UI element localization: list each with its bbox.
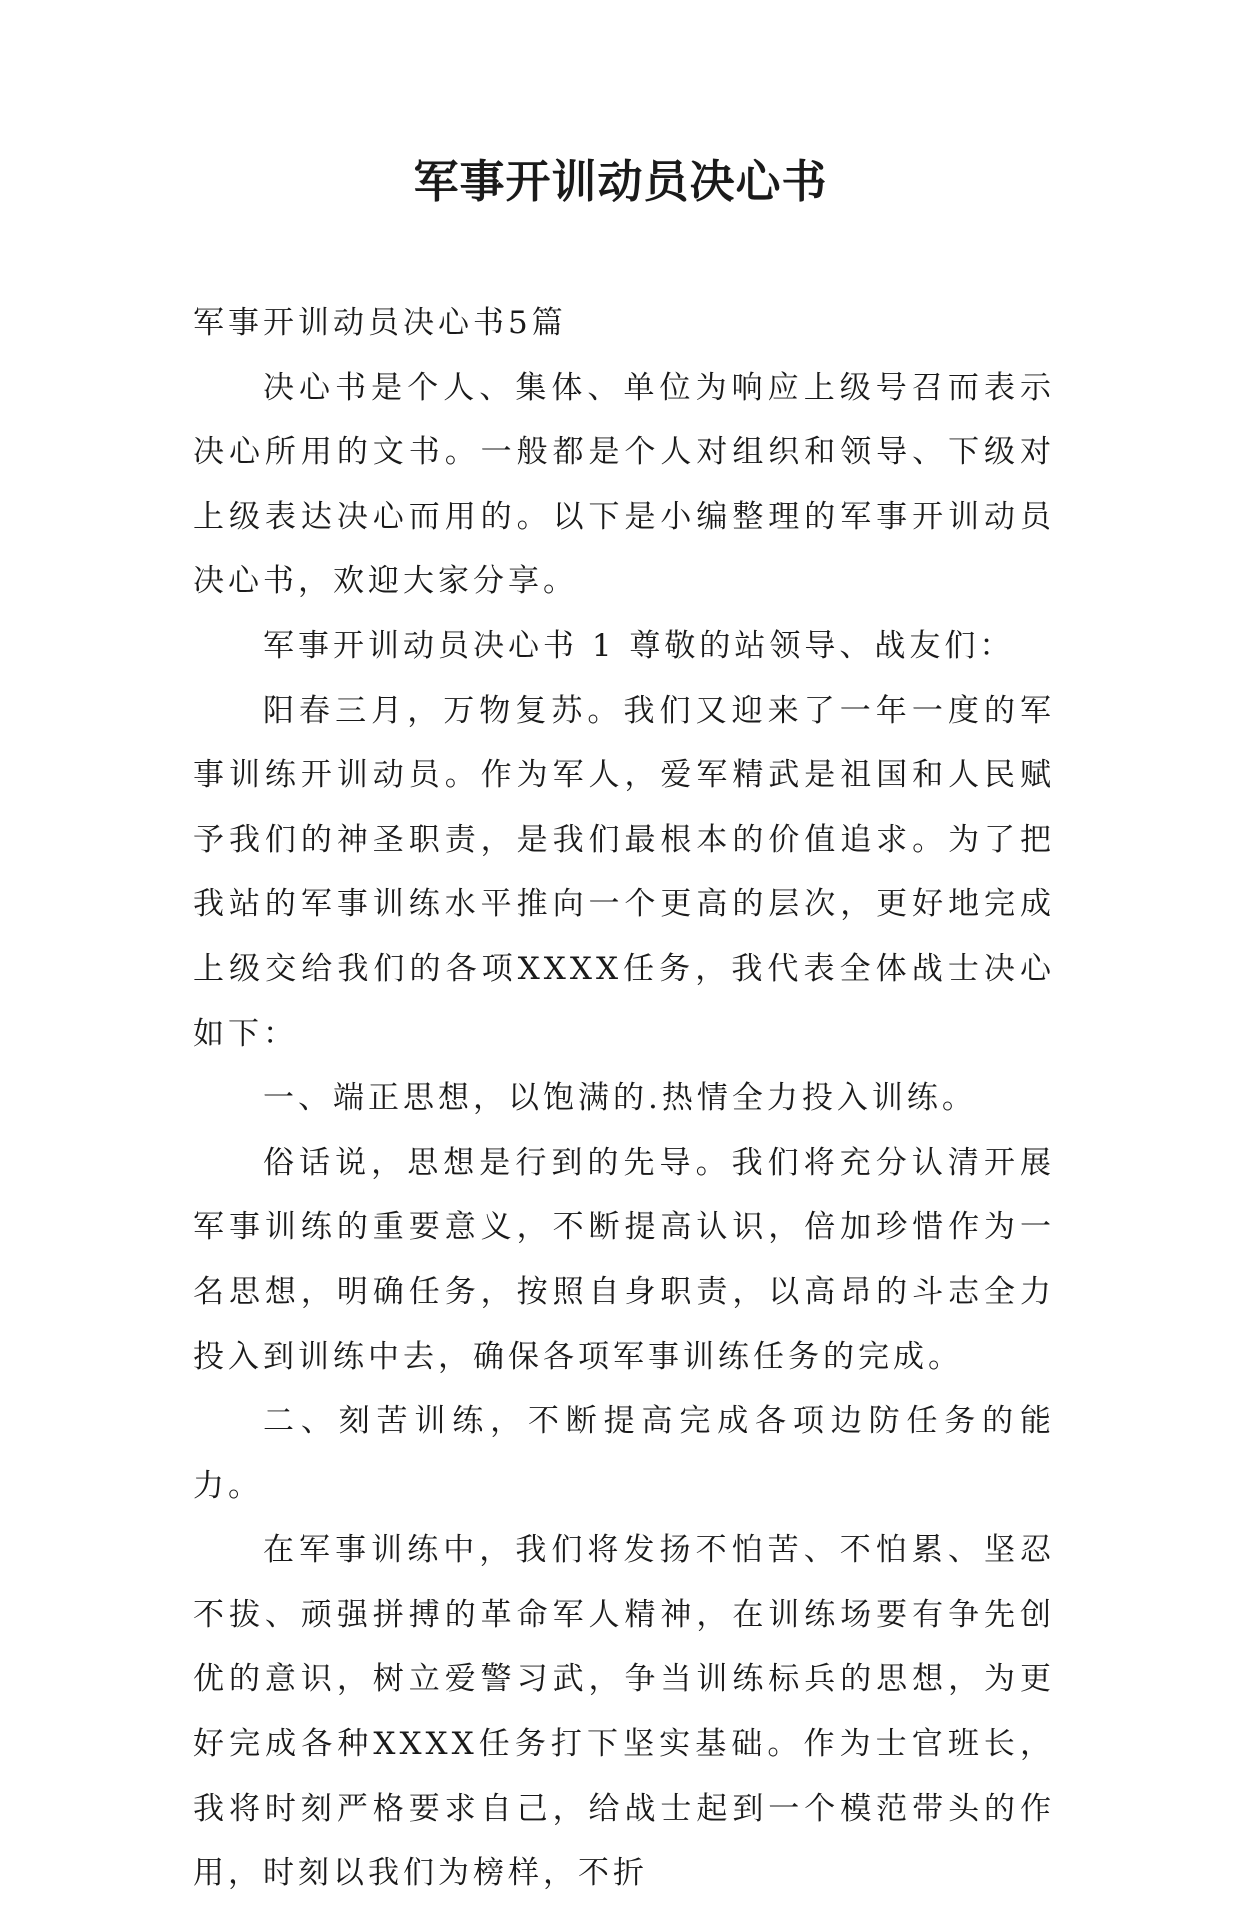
section-heading-2: 二、刻苦训练，不断提高完成各项边防任务的能力。 xyxy=(193,1403,1055,1504)
document-body xyxy=(193,291,1055,1906)
document-title: 军事开训动员决心书 xyxy=(413,155,828,208)
subtitle-paragraph: 军事开训动员决心书5篇 xyxy=(193,305,567,341)
body-paragraph: 在军事训练中，我们将发扬不怕苦、不怕累、坚忍不拔、顽强拼搏的革命军人精神，在训练场要有争先创优的意识，树立爱警习武，争当训练标兵的思想，为更好完成各种XXXX任务打下坚实基础。作为士官班长，我将时刻严格要求自己，给战士起到一个模范带头的作用，时刻以我们为榜样，不折 xyxy=(193,1532,1055,1892)
body-paragraph: 阳春三月，万物复苏。我们又迎来了一年一度的军事训练开训动员。作为军人，爱军精武是祖国和人民赋予我们的神圣职责，是我们最根本的价值追求。为了把我站的军事训练水平推向一个更高的层次，更好地完成上级交给我们的各项XXXX任务，我代表全体战士决心如下： xyxy=(193,692,1055,1052)
body-paragraph: 俗话说，思想是行到的先导。我们将充分认清开展军事训练的重要意义，不断提高认识，倍加珍惜作为一名思想，明确任务，按照自身职责，以高昂的斗志全力投入到训练中去，确保各项军事训练任务的完成。 xyxy=(193,1144,1055,1375)
intro-paragraph: 决心书是个人、集体、单位为响应上级号召而表示决心所用的文书。一般都是个人对组织和领导、下级对上级表达决心而用的。以下是小编整理的军事开训动员决心书，欢迎大家分享。 xyxy=(193,369,1055,600)
section-heading-1: 一、端正思想，以饱满的.热情全力投入训练。 xyxy=(263,1080,977,1117)
salutation-paragraph: 军事开训动员决心书 1 尊敬的站领导、战友们： xyxy=(263,627,1015,664)
